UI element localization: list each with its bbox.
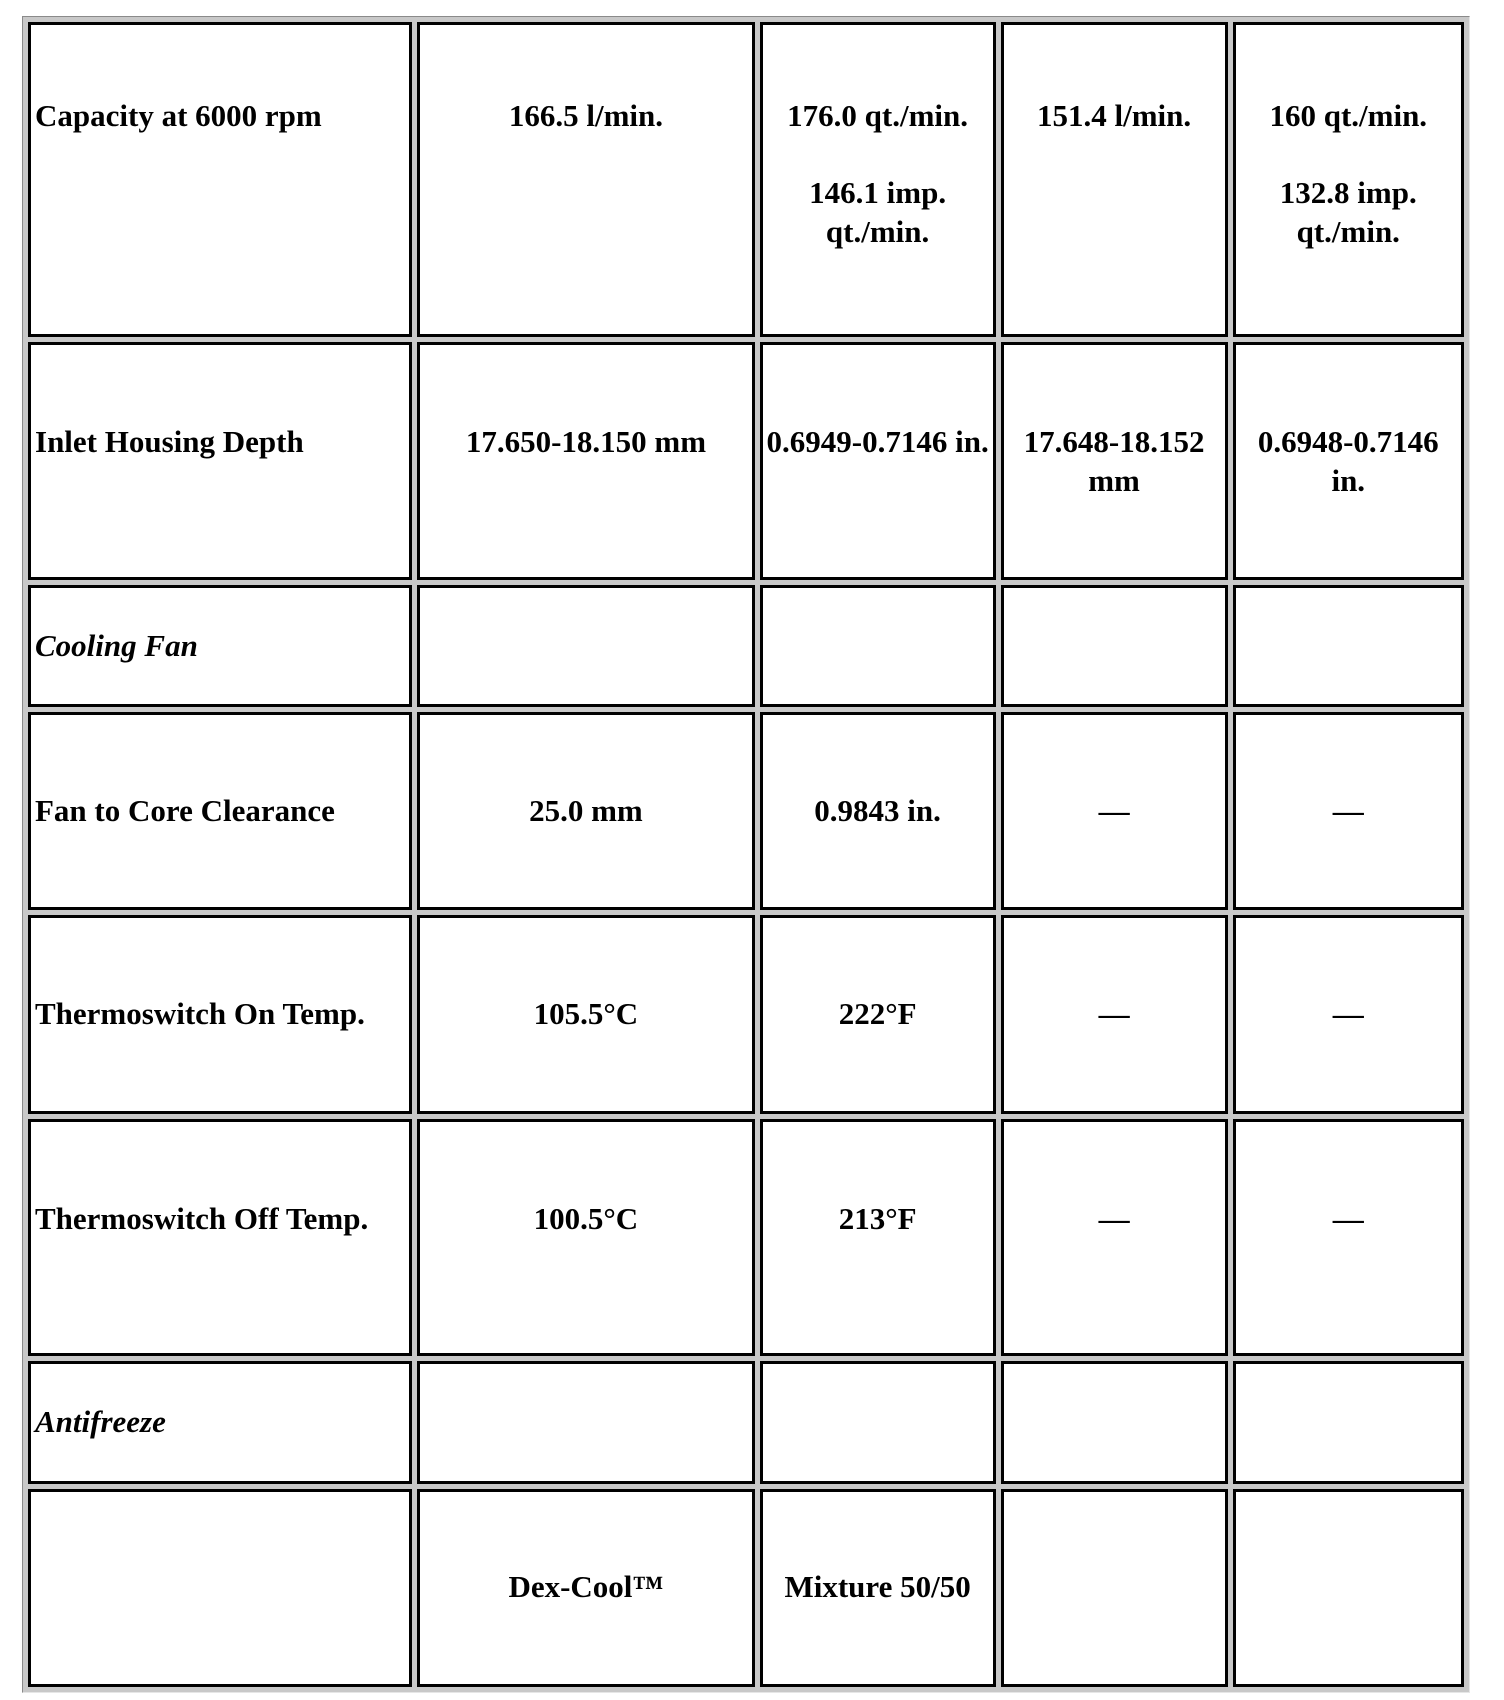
table-row [28,915,1464,1113]
english-value-2 [1233,1489,1464,1687]
empty-cell [760,585,996,707]
metric-value-2: — [1001,1119,1228,1357]
english-value: 222°F [760,915,996,1113]
english-value-line: 132.8 imp. qt./min. [1279,174,1417,249]
english-value-2: — [1233,712,1464,910]
spec-label [28,1489,412,1687]
table-row [28,712,1464,910]
section-row [28,1361,1464,1483]
spec-label: Capacity at 6000 rpm [28,22,412,337]
spec-label: Fan to Core Clearance [28,712,412,910]
empty-cell [1001,1361,1228,1483]
table-row [28,22,1464,337]
english-value-line: 160 qt./min. [1269,98,1428,133]
section-heading: Antifreeze [28,1361,412,1483]
metric-value-2: — [1001,915,1228,1113]
empty-cell [760,1361,996,1483]
metric-value: Dex-Cool™ [417,1489,754,1687]
english-value: Mixture 50/50 [760,1489,996,1687]
spec-label: Thermoswitch On Temp. [28,915,412,1113]
metric-value-2: 17.648-18.152 mm [1001,342,1228,580]
empty-cell [1233,1361,1464,1483]
metric-value-2: — [1001,712,1228,910]
english-value: 213°F [760,1119,996,1357]
english-value-2 [1233,22,1464,337]
metric-value: 17.650-18.150 mm [417,342,754,580]
section-heading: Cooling Fan [28,585,412,707]
spec-label: Thermoswitch Off Temp. [28,1119,412,1357]
metric-value: 105.5°C [417,915,754,1113]
table-row [28,342,1464,580]
empty-cell [417,1361,754,1483]
english-value-line: 176.0 qt./min. [787,98,969,133]
table-row [28,1119,1464,1357]
english-value-2: — [1233,915,1464,1113]
section-row [28,585,1464,707]
english-value-2: 0.6948-0.7146 in. [1233,342,1464,580]
empty-cell [1001,585,1228,707]
english-value: 0.6949-0.7146 in. [760,342,996,580]
empty-cell [1233,585,1464,707]
metric-value-2 [1001,1489,1228,1687]
line-gap [765,136,991,174]
english-value [760,22,996,337]
english-value-line: 146.1 imp. qt./min. [809,174,947,249]
empty-cell [417,585,754,707]
metric-value: 166.5 l/min. [417,22,754,337]
metric-value: 25.0 mm [417,712,754,910]
table-row [28,1489,1464,1687]
metric-value: 100.5°C [417,1119,754,1357]
line-gap [1238,136,1459,174]
cooling-system-specifications-table [23,17,1469,1692]
specification-table-frame [22,16,1470,1693]
english-value-2: — [1233,1119,1464,1357]
metric-value-2: 151.4 l/min. [1001,22,1228,337]
english-value: 0.9843 in. [760,712,996,910]
spec-label: Inlet Housing Depth [28,342,412,580]
